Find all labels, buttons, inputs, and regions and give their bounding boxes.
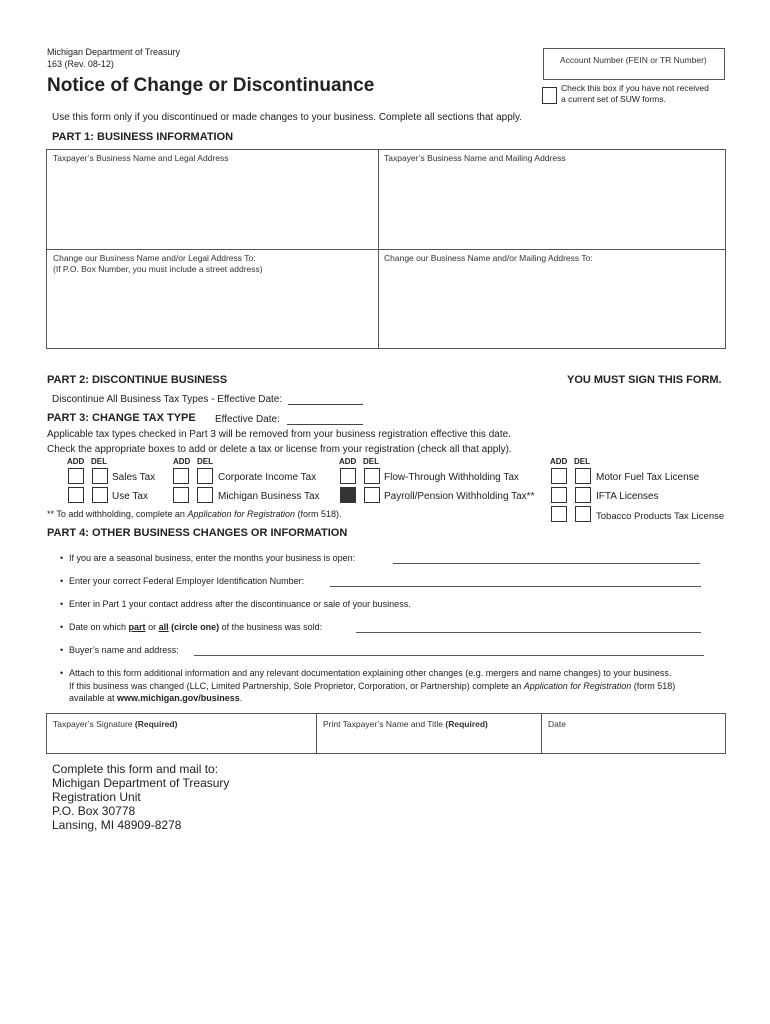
motor-fuel-label: Motor Fuel Tax License: [596, 472, 700, 483]
signature-row: [46, 713, 726, 754]
seasonal-label: If you are a seasonal business, enter the months your business is open:: [69, 553, 356, 563]
mbt-add-checkbox[interactable]: [173, 487, 189, 503]
account-number-label: Account Number (FEIN or TR Number): [560, 55, 707, 65]
sold-date-label: [69, 622, 322, 632]
payroll-add-checkbox[interactable]: [340, 487, 356, 503]
signature-label: [53, 719, 177, 729]
motor-fuel-add-checkbox[interactable]: [551, 468, 567, 484]
bullet-1: •: [60, 553, 64, 563]
del-header-3: DEL: [363, 457, 379, 466]
bullet-6: •: [60, 668, 64, 678]
discontinue-all-label: Discontinue All Business Tax Types - Effective Date:: [52, 394, 283, 405]
sold-circle-note: (circle one): [168, 622, 220, 632]
use-tax-add-checkbox[interactable]: [68, 487, 84, 503]
withholding-note: [47, 509, 342, 519]
payroll-label: Payroll/Pension Withholding Tax**: [384, 491, 535, 502]
part1-heading: PART 1: BUSINESS INFORMATION: [52, 131, 234, 143]
print-name-label: [323, 719, 488, 729]
attach-text-1: Attach to this form additional information and any relevant documentation explaining other changes (e.g. mergers and name changes) to your business.: [69, 668, 672, 678]
buyer-label: Buyer’s name and address:: [69, 645, 179, 655]
add-header-4: ADD: [550, 457, 568, 466]
use-tax-label: Use Tax: [112, 491, 148, 502]
flow-through-label: Flow-Through Withholding Tax: [384, 472, 519, 483]
legal-address-field[interactable]: [47, 150, 378, 249]
attach3-pre: available at: [69, 693, 118, 703]
sig-required: (Required): [134, 719, 178, 729]
mail-line-4: P.O. Box 30778: [52, 804, 136, 818]
add-header-1: ADD: [67, 457, 85, 466]
withholding-note-pre: ** To add withholding, complete an: [47, 509, 188, 519]
account-number-field[interactable]: [543, 48, 725, 80]
date-field[interactable]: [542, 714, 725, 753]
sales-tax-label: Sales Tax: [112, 472, 156, 483]
intro-text: Use this form only if you discontinued or made changes to your business. Complete all sections that apply.: [52, 112, 523, 123]
attach-text-2: [69, 681, 675, 691]
mailing-address-label: Taxpayer’s Business Name and Mailing Address: [384, 153, 566, 163]
cit-label: Corporate Income Tax: [218, 472, 317, 483]
change-mailing-address-field[interactable]: [379, 250, 725, 348]
page-title: Notice of Change or Discontinuance: [47, 75, 375, 96]
withholding-note-post: (form 518).: [295, 509, 342, 519]
legal-address-label: Taxpayer’s Business Name and Legal Address: [53, 153, 229, 163]
payroll-del-checkbox[interactable]: [364, 487, 380, 503]
mail-line-1: Complete this form and mail to:: [52, 762, 219, 776]
seasonal-months-field[interactable]: [393, 563, 700, 564]
sold-pre: Date on which: [69, 622, 129, 632]
part3-note-2: Check the appropriate boxes to add or delete a tax or license from your registration (check all that apply).: [47, 444, 512, 455]
bullet-2: •: [60, 576, 64, 586]
ifta-add-checkbox[interactable]: [551, 487, 567, 503]
mbt-label: Michigan Business Tax: [218, 491, 320, 502]
del-header-4: DEL: [574, 457, 590, 466]
change-legal-label: Change our Business Name and/or Legal Address To:: [53, 253, 256, 263]
mailing-address-field[interactable]: [379, 150, 725, 249]
fein-field[interactable]: [330, 586, 701, 587]
attach-text-3: [69, 693, 242, 703]
mail-line-3: Registration Unit: [52, 790, 141, 804]
flow-through-del-checkbox[interactable]: [364, 468, 380, 484]
print-required: (Required): [445, 719, 488, 729]
part3-heading: PART 3: CHANGE TAX TYPE: [47, 412, 196, 424]
sold-date-field[interactable]: [356, 632, 701, 633]
mbt-del-checkbox[interactable]: [197, 487, 213, 503]
add-header-2: ADD: [173, 457, 191, 466]
bullet-3: •: [60, 599, 64, 609]
sales-tax-add-checkbox[interactable]: [68, 468, 84, 484]
part4-heading: PART 4: OTHER BUSINESS CHANGES OR INFORMATION: [47, 527, 348, 539]
suw-text-1: Check this box if you have not received: [561, 83, 709, 93]
attach2-post: (form 518): [631, 681, 676, 691]
part3-effective-label: Effective Date:: [215, 414, 280, 425]
attach2-pre: If this business was changed (LLC, Limited Partnership, Sole Proprietor, Corporation, or Partnership) complete an: [69, 681, 524, 691]
sales-tax-del-checkbox[interactable]: [92, 468, 108, 484]
attach2-form: Application for Registration: [523, 681, 632, 691]
del-header-1: DEL: [91, 457, 107, 466]
part2-heading: PART 2: DISCONTINUE BUSINESS: [47, 374, 228, 386]
cit-add-checkbox[interactable]: [173, 468, 189, 484]
print-label-text: Print Taxpayer’s Name and Title: [323, 719, 446, 729]
bullet-5: •: [60, 645, 64, 655]
part1-grid: [46, 149, 726, 349]
sold-or: or: [145, 622, 159, 632]
part3-effective-date-field[interactable]: [287, 424, 363, 425]
sig-label-text: Taxpayer’s Signature: [53, 719, 135, 729]
use-tax-del-checkbox[interactable]: [92, 487, 108, 503]
sold-part-option[interactable]: part: [128, 622, 146, 632]
del-header-2: DEL: [197, 457, 213, 466]
buyer-field[interactable]: [194, 655, 704, 656]
must-sign-notice: YOU MUST SIGN THIS FORM.: [567, 374, 722, 386]
business-url-link[interactable]: www.michigan.gov/business: [117, 693, 240, 703]
dept-name: Michigan Department of Treasury: [47, 47, 181, 57]
mail-line-2: Michigan Department of Treasury: [52, 776, 230, 790]
add-header-3: ADD: [339, 457, 357, 466]
suw-text-2: a current set of SUW forms.: [561, 94, 666, 104]
date-label: Date: [548, 719, 566, 729]
mail-line-5: Lansing, MI 48909-8278: [52, 818, 182, 832]
ifta-del-checkbox[interactable]: [575, 487, 591, 503]
change-mailing-label: Change our Business Name and/or Mailing Address To:: [384, 253, 593, 263]
fein-label: Enter your correct Federal Employer Identification Number:: [69, 576, 305, 586]
sold-all-option[interactable]: all: [158, 622, 169, 632]
change-legal-note: (If P.O. Box Number, you must include a street address): [53, 264, 263, 274]
tobacco-add-checkbox[interactable]: [551, 506, 567, 522]
suw-checkbox[interactable]: [542, 87, 557, 104]
withholding-note-form: Application for Registration: [187, 509, 295, 519]
tobacco-label: Tobacco Products Tax License: [596, 511, 725, 522]
form-revision: 163 (Rev. 08-12): [47, 59, 114, 69]
sold-post: of the business was sold:: [219, 622, 323, 632]
discontinue-date-field[interactable]: [288, 404, 363, 405]
contact-address-text: Enter in Part 1 your contact address after the discontinuance or sale of your business.: [69, 599, 411, 609]
part3-note-1: Applicable tax types checked in Part 3 will be removed from your business registration effective this date.: [47, 429, 511, 440]
tobacco-del-checkbox[interactable]: [575, 506, 591, 522]
bullet-4: •: [60, 622, 64, 632]
cit-del-checkbox[interactable]: [197, 468, 213, 484]
ifta-label: IFTA Licenses: [596, 491, 659, 502]
attach3-post: .: [239, 693, 243, 703]
motor-fuel-del-checkbox[interactable]: [575, 468, 591, 484]
flow-through-add-checkbox[interactable]: [340, 468, 356, 484]
